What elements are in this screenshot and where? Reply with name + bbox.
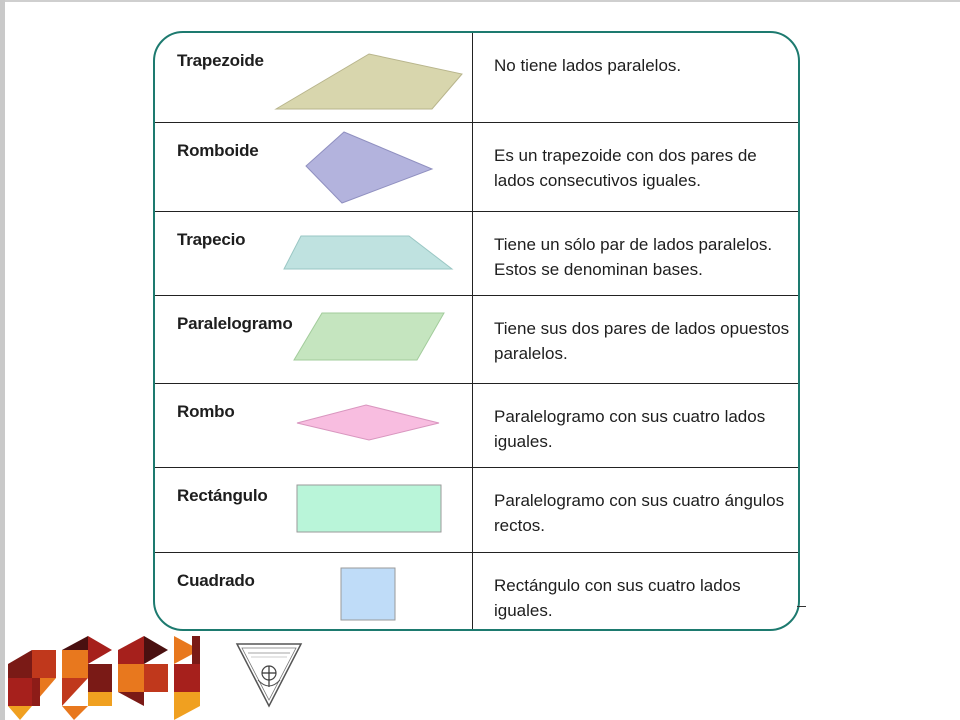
shape-cell bbox=[155, 384, 473, 468]
kite-icon bbox=[155, 123, 473, 212]
description-cell bbox=[473, 123, 798, 212]
description-cell bbox=[473, 296, 798, 384]
institution-logo bbox=[8, 636, 208, 720]
description-cell bbox=[473, 212, 798, 296]
shape-cell bbox=[155, 553, 473, 631]
table-row bbox=[155, 552, 798, 631]
shape-name: Trapezoide bbox=[177, 51, 264, 70]
description-cell bbox=[473, 553, 798, 631]
shape-cell bbox=[155, 123, 473, 212]
trapezium-icon bbox=[155, 212, 473, 296]
rhombus-icon bbox=[155, 384, 473, 468]
shape-cell bbox=[155, 33, 473, 122]
stray-line bbox=[797, 606, 806, 607]
parallelogram-icon bbox=[155, 296, 473, 384]
table-row bbox=[155, 467, 798, 553]
shape-name: Trapecio bbox=[177, 230, 246, 249]
shape-description: Es un trapezoide con dos pares de lados consecutivos iguales. bbox=[494, 146, 757, 190]
table-row bbox=[155, 211, 798, 296]
shape-description: No tiene lados paralelos. bbox=[494, 56, 682, 75]
trapezoid-icon bbox=[155, 33, 473, 122]
shape-cell bbox=[155, 296, 473, 384]
table-row bbox=[155, 295, 798, 384]
table-row bbox=[155, 122, 798, 212]
shape-cell bbox=[155, 468, 473, 553]
shape-description: Paralelogramo con sus cuatro ángulos rectos. bbox=[494, 491, 785, 535]
shape-description: Paralelogramo con sus cuatro lados iguales. bbox=[494, 407, 766, 451]
window-top-edge bbox=[0, 0, 960, 2]
shape-name: Rombo bbox=[177, 402, 235, 421]
description-cell bbox=[473, 384, 798, 468]
description-cell bbox=[473, 33, 798, 122]
quadrilateral-table bbox=[153, 31, 800, 631]
description-cell bbox=[473, 468, 798, 553]
rectangle-icon bbox=[155, 468, 473, 553]
shape-description: Tiene un sólo par de lados paralelos. Estos se denominan bases. bbox=[494, 235, 773, 279]
shape-name: Romboide bbox=[177, 141, 259, 160]
shape-description: Rectángulo con sus cuatro lados iguales. bbox=[494, 576, 741, 620]
window-left-edge bbox=[0, 0, 5, 720]
square-icon bbox=[155, 553, 473, 631]
shape-name: Rectángulo bbox=[177, 486, 268, 505]
shape-description: Tiene sus dos pares de lados opuestos paralelos. bbox=[494, 319, 790, 363]
table-row bbox=[155, 383, 798, 468]
shape-name: Paralelogramo bbox=[177, 314, 293, 333]
school-seal bbox=[234, 640, 304, 710]
shape-cell bbox=[155, 212, 473, 296]
shape-name: Cuadrado bbox=[177, 571, 255, 590]
table-row bbox=[155, 33, 798, 122]
